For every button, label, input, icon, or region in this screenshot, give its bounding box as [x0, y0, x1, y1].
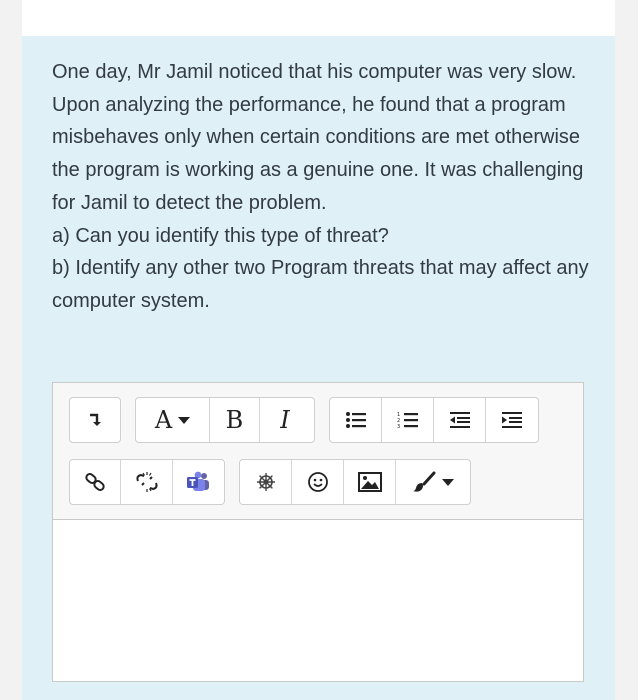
italic-label: I [280, 406, 290, 434]
toolbar-group-links [69, 459, 225, 505]
toolbar-group-lists [329, 397, 539, 443]
image-button[interactable] [344, 460, 396, 504]
ordered-list-button[interactable] [382, 398, 434, 442]
collapse-button[interactable] [70, 398, 120, 442]
outdent-button[interactable] [434, 398, 486, 442]
svg-text:1: 1 [396, 412, 400, 418]
question-part-b: b) Identify any other two Program threats that may affect any computer system. [52, 257, 589, 312]
svg-text:3: 3 [396, 424, 400, 429]
paintbrush-icon [412, 471, 436, 493]
question-text [52, 56, 592, 318]
italic-button[interactable] [260, 398, 310, 442]
bold-button[interactable] [210, 398, 260, 442]
chevron-down-icon [178, 417, 190, 424]
image-icon [358, 472, 382, 492]
indent-button[interactable] [486, 398, 538, 442]
equation-button[interactable] [240, 460, 292, 504]
link-icon [84, 471, 106, 493]
collapse-icon [87, 412, 103, 428]
question-part-a: a) Can you identify this type of threat? [52, 224, 389, 247]
teams-icon [186, 471, 210, 493]
answer-editor [52, 382, 584, 682]
indent-icon [501, 411, 523, 429]
unordered-list-button[interactable] [330, 398, 382, 442]
link-button[interactable] [70, 460, 121, 504]
bold-label: B [225, 406, 244, 434]
previous-card [22, 0, 615, 36]
teams-button[interactable] [173, 460, 224, 504]
emoji-icon [307, 471, 329, 493]
font-color-button[interactable] [136, 398, 210, 442]
ordered-list-icon [397, 411, 419, 429]
unordered-list-icon [345, 411, 367, 429]
outdent-icon [449, 411, 471, 429]
paintbrush-button[interactable] [396, 460, 470, 504]
toolbar-group-insert [239, 459, 471, 505]
editor-content-area[interactable] [53, 520, 583, 681]
question-card [22, 36, 615, 700]
emoji-button[interactable] [292, 460, 344, 504]
font-color-label: A [154, 406, 173, 434]
question-paragraph: One day, Mr Jamil noticed that his computer was very slow. Upon analyzing the performance, he found that a program misbehaves only when certain conditions are met otherwise the program is working as a genuine one. It was challenging for Jamil to detect the problem. [52, 61, 584, 214]
chevron-down-icon [442, 479, 454, 486]
svg-text:2: 2 [396, 418, 400, 424]
toolbar-group-text [135, 397, 315, 443]
toolbar-group-collapse [69, 397, 121, 443]
equation-icon [255, 471, 277, 493]
unlink-button[interactable] [121, 460, 172, 504]
unlink-icon [135, 471, 159, 493]
editor-toolbar [53, 383, 583, 520]
